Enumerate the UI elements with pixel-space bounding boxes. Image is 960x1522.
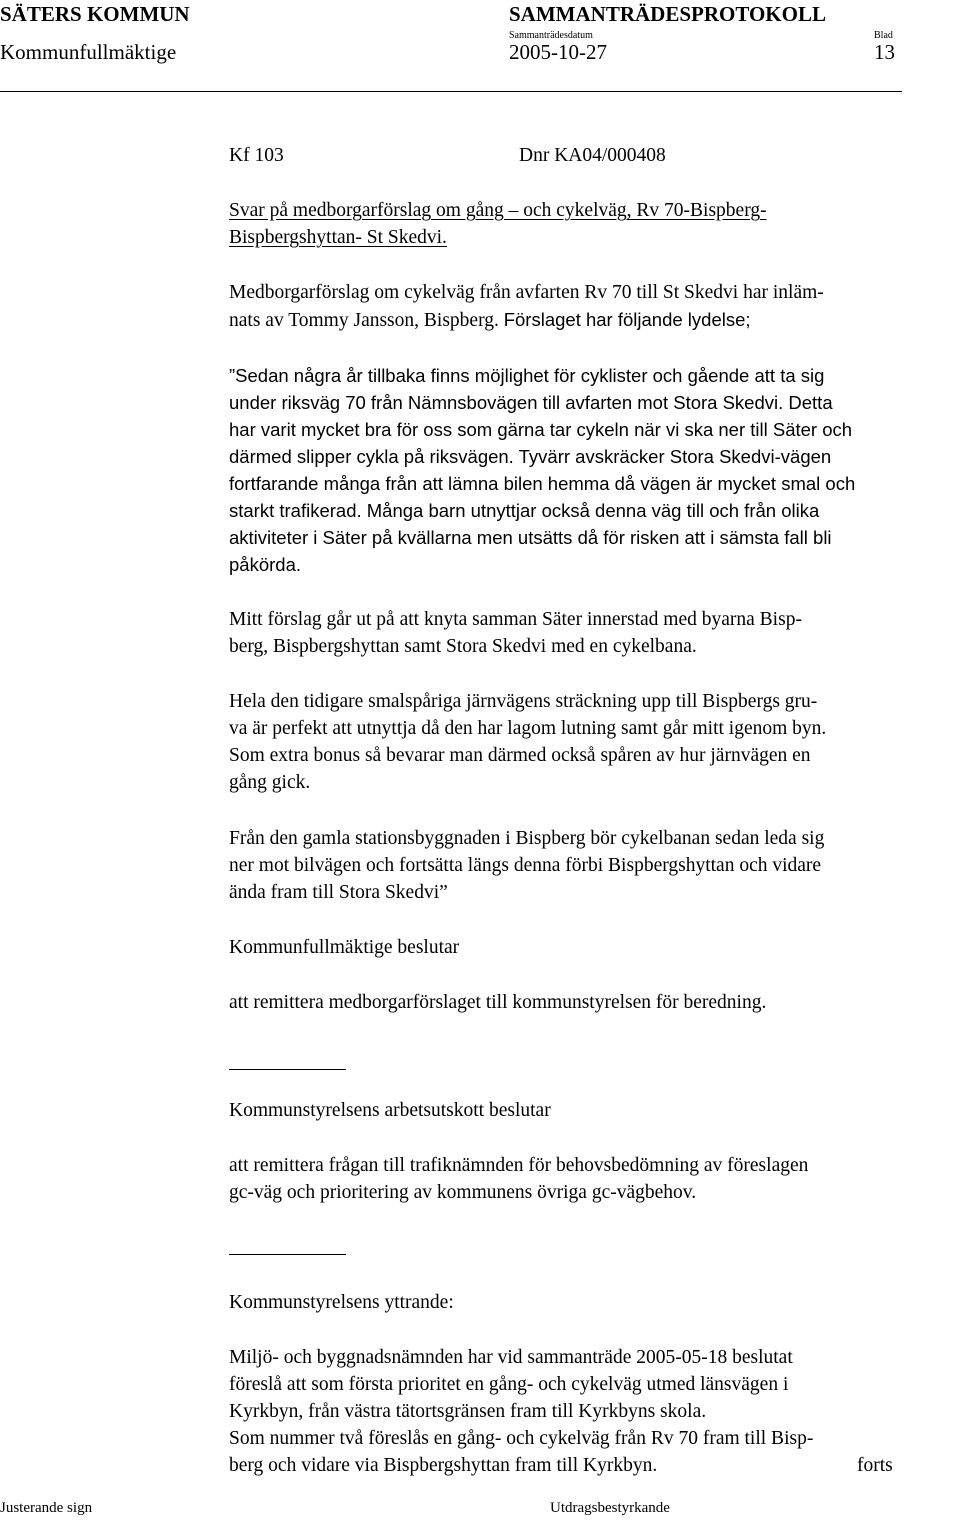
meeting-date: 2005-10-27 — [509, 40, 607, 64]
intro-line-tail: Förslaget har följande lydelse; — [503, 309, 751, 330]
continued-label: forts — [857, 1455, 893, 1476]
council-decision-text: att remittera medborgarförslaget till kommunstyrelsen för beredning. — [229, 992, 767, 1013]
committee-decision-heading: Kommunstyrelsens arbetsutskott beslutar — [229, 1100, 551, 1121]
committee-decision-line: gc-väg och prioritering av kommunens övriga gc-vägbehov. — [229, 1182, 697, 1203]
quote-line — [229, 389, 833, 416]
committee-decision-line: att remittera frågan till trafiknämnden för behovsbedömning av föreslagen — [229, 1155, 809, 1176]
proposal-line: Mitt förslag går ut på att knyta samman Säter innerstad med byarna Bisp- — [229, 609, 802, 630]
route-line: ner mot bilvägen och fortsätta längs denna förbi Bispbergshyttan och vidare — [229, 855, 822, 876]
page-number: 13 — [874, 40, 895, 64]
quote-line: har varit mycket bra för oss som gärna tar cykeln när vi ska ner till Säter och — [229, 419, 853, 440]
proposal-line: berg, Bispbergshyttan samt Stora Skedvi med en cykelbana. — [229, 636, 697, 657]
railway-line: Som extra bonus så bevarar man därmed också spåren av hur järnvägen en — [229, 745, 811, 766]
section-separator — [229, 1254, 346, 1255]
intro-line-start: nats av Tommy Jansson, Bispberg. — [229, 310, 504, 331]
board-statement-line: Som nummer två föreslås en gång- och cykelväg från Rv 70 fram till Bisp- — [229, 1428, 814, 1449]
case-paragraph: Kf 103 — [229, 145, 284, 166]
footer-certification: Utdragsbestyrkande — [550, 1500, 670, 1516]
quote-line: därmed slipper cykla på riksvägen. Tyvärr avskräcker Stora Skedvi-vägen — [229, 446, 832, 467]
section-separator — [229, 1069, 346, 1070]
council-decision-heading: Kommunfullmäktige beslutar — [229, 937, 460, 958]
quote-line: ”Sedan några år tillbaka finns möjlighet för cyklister och gående att ta sig — [229, 365, 825, 386]
footer-adjuster-sign: Justerande sign — [0, 1500, 93, 1516]
board-statement-heading: Kommunstyrelsens yttrande: — [229, 1292, 454, 1313]
quote-line: fortfarande många från att lämna bilen hemma då vägen är mycket smal och — [229, 473, 856, 494]
quote-line-sans: under riksväg 70 från Nämnsbovägen till avfarten mot Stora Skedvi. Detta — [229, 392, 833, 413]
board-statement-line: Kyrkbyn, från västra tätortsgränsen fram till Kyrkbyns skola. — [229, 1401, 707, 1422]
route-line: Från den gamla stationsbyggnaden i Bispberg bör cykelbanan sedan leda sig — [229, 828, 825, 849]
page-label: Blad — [874, 30, 893, 41]
board-statement-line: berg och vidare via Bispbergshyttan fram till Kyrkbyn. — [229, 1455, 658, 1476]
route-line: ända fram till Stora Skedvi” — [229, 882, 448, 903]
board-statement-line: Miljö- och byggnadsnämnden har vid sammanträde 2005-05-18 beslutat — [229, 1347, 793, 1368]
meeting-date-label: Sammanträdesdatum — [509, 30, 593, 41]
board-statement-line: föreslå att som första prioritet en gång- och cykelväg utmed länsvägen i — [229, 1374, 789, 1395]
case-title-line: Bispbergshyttan- St Skedvi. — [229, 227, 447, 248]
body-name: Kommunfullmäktige — [0, 40, 177, 64]
railway-line: gång gick. — [229, 772, 311, 793]
intro-line: Medborgarförslag om cykelväg från avfarten Rv 70 till St Skedvi har inläm- — [229, 282, 824, 303]
quote-line: påkörda. — [229, 554, 301, 575]
header-divider — [0, 91, 902, 92]
case-title-line: Svar på medborgarförslag om gång – och cykelväg, Rv 70-Bispberg- — [229, 200, 767, 221]
intro-line — [229, 306, 751, 334]
protocol-title: SAMMANTRÄDESPROTOKOLL — [509, 2, 826, 26]
railway-line: va är perfekt att utnyttja då den har lagom lutning samt går mitt igenom byn. — [229, 718, 827, 739]
quote-line: starkt trafikerad. Många barn utnyttjar också denna väg till och från olika — [229, 500, 820, 521]
case-diary-number: Dnr KA04/000408 — [519, 145, 666, 166]
quote-line: aktiviteter i Säter på kvällarna men utsätts då för risken att i sämsta fall bli — [229, 527, 832, 548]
railway-line: Hela den tidigare smalspåriga järnvägens sträckning upp till Bispbergs gru- — [229, 691, 818, 712]
municipality-name: SÄTERS KOMMUN — [0, 2, 190, 26]
